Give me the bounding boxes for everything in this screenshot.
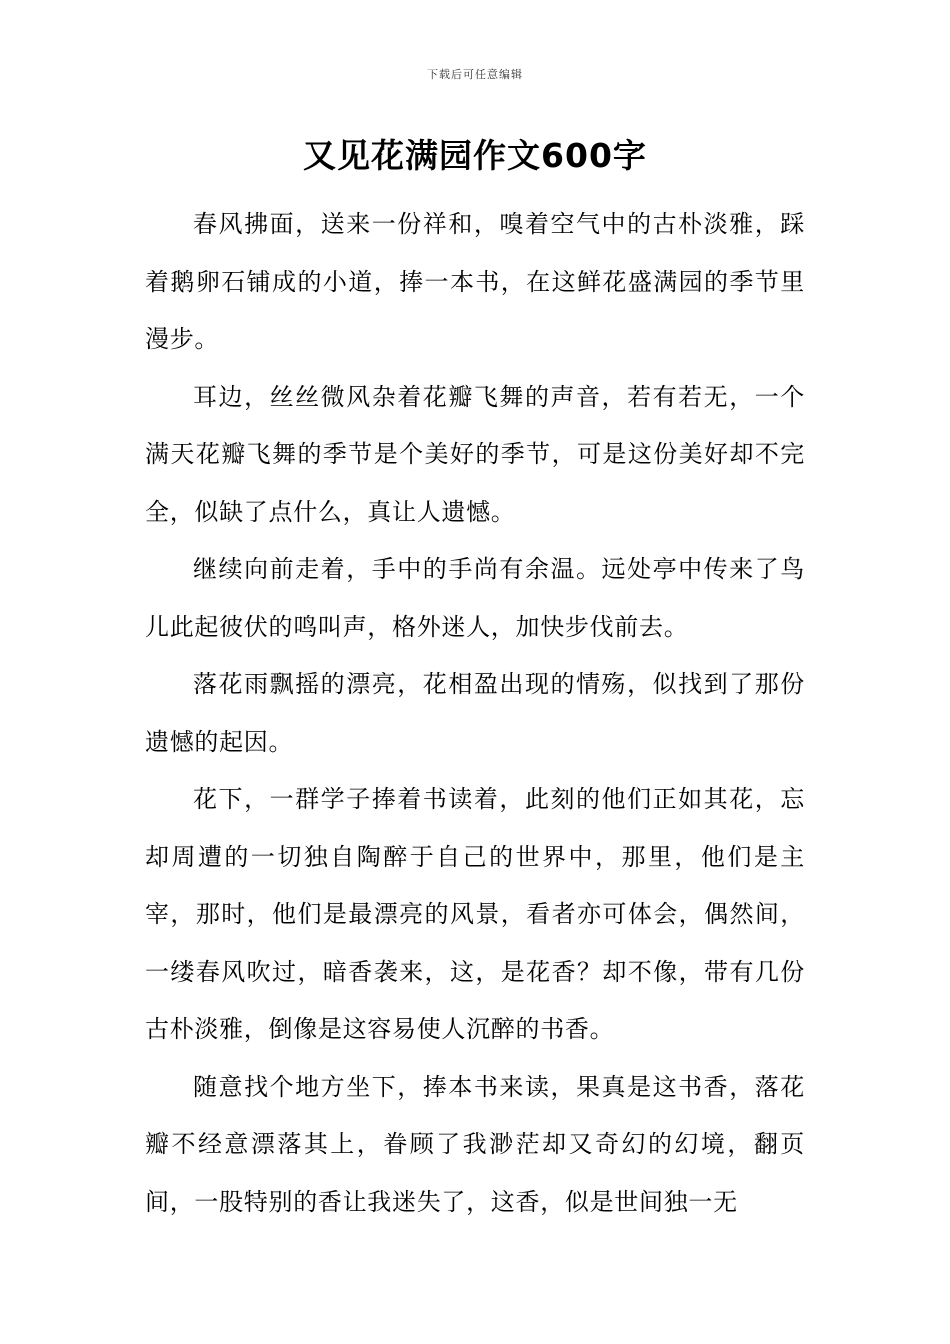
paragraph-3: 继续向前走着，手中的手尚有余温。远处亭中传来了鸟儿此起彼伏的鸣叫声，格外迷人，加快步伐前去。 — [145, 555, 805, 641]
document-body — [145, 196, 805, 1231]
paragraph-5: 花下，一群学子捧着书读着，此刻的他们正如其花，忘却周遭的一切独自陶醉于自己的世界中，那里，他们是主宰，那时，他们是最漂亮的风景，看者亦可体会，偶然间，一缕春风吹过，暗香袭来，这，是花香？却不像，带有几份古朴淡雅，倒像是这容易使人沉醉的书香。 — [145, 785, 805, 1043]
paragraph-2: 耳边，丝丝微风杂着花瓣飞舞的声音，若有若无，一个满天花瓣飞舞的季节是个美好的季节，可是这份美好却不完全，似缺了点什么，真让人遗憾。 — [145, 382, 805, 526]
document-title: 又见花满园作文600字 — [303, 136, 647, 175]
paragraph-4: 落花雨飘摇的漂亮，花相盈出现的情殇，似找到了那份遗憾的起因。 — [145, 670, 805, 756]
header-note: 下载后可任意编辑 — [427, 68, 523, 81]
paragraph-1: 春风拂面，送来一份祥和，嗅着空气中的古朴淡雅，踩着鹅卵石铺成的小道，捧一本书，在这鲜花盛满园的季节里漫步。 — [145, 210, 805, 353]
paragraph-6: 随意找个地方坐下，捧本书来读，果真是这书香，落花瓣不经意漂落其上，眷顾了我渺茫却又奇幻的幻境，翻页间，一股特别的香让我迷失了，这香，似是世间独一无 — [145, 1072, 805, 1216]
